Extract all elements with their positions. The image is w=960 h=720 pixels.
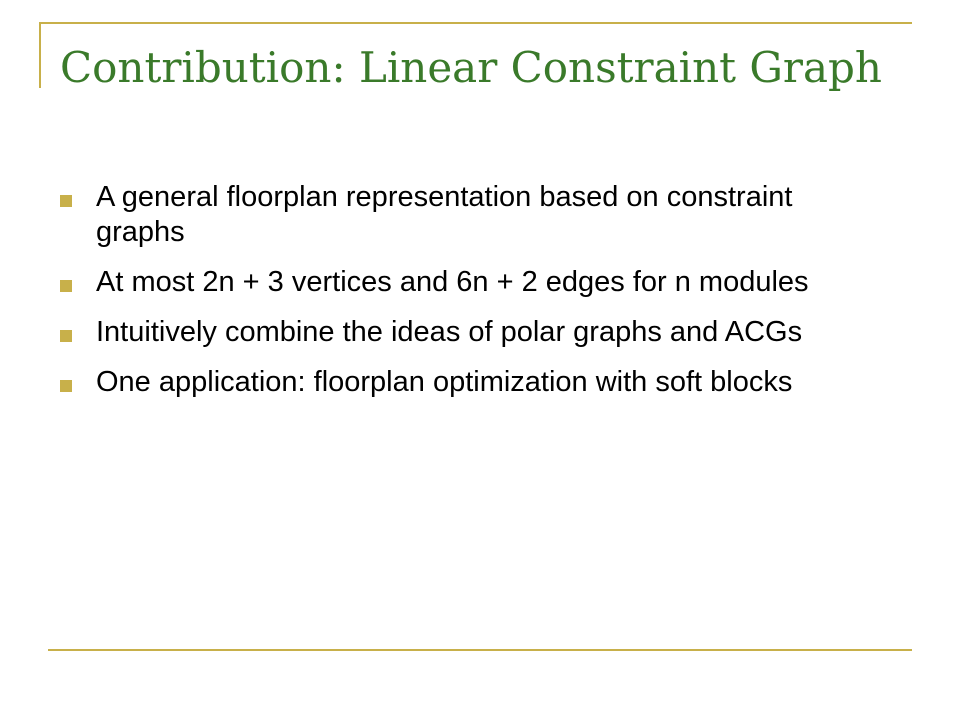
left-rule: [39, 22, 41, 88]
slide-title: Contribution: Linear Constraint Graph: [60, 43, 882, 92]
bullet-item: [60, 365, 880, 400]
bullet-item: [60, 315, 880, 350]
bullet-list: [60, 180, 880, 415]
square-bullet-icon: [60, 195, 72, 207]
top-rule: [40, 22, 912, 24]
square-bullet-icon: [60, 280, 72, 292]
square-bullet-icon: [60, 380, 72, 392]
bullet-text: A general floorplan representation based on constraint graphs: [96, 181, 793, 248]
bullet-text: One application: floorplan optimization with soft blocks: [96, 366, 793, 398]
bullet-item: [60, 265, 880, 300]
bottom-rule: [48, 649, 912, 651]
square-bullet-icon: [60, 330, 72, 342]
bullet-item: [60, 180, 880, 250]
bullet-text: Intuitively combine the ideas of polar graphs and ACGs: [96, 316, 803, 348]
bullet-text: At most 2n + 3 vertices and 6n + 2 edges for n modules: [96, 266, 809, 298]
